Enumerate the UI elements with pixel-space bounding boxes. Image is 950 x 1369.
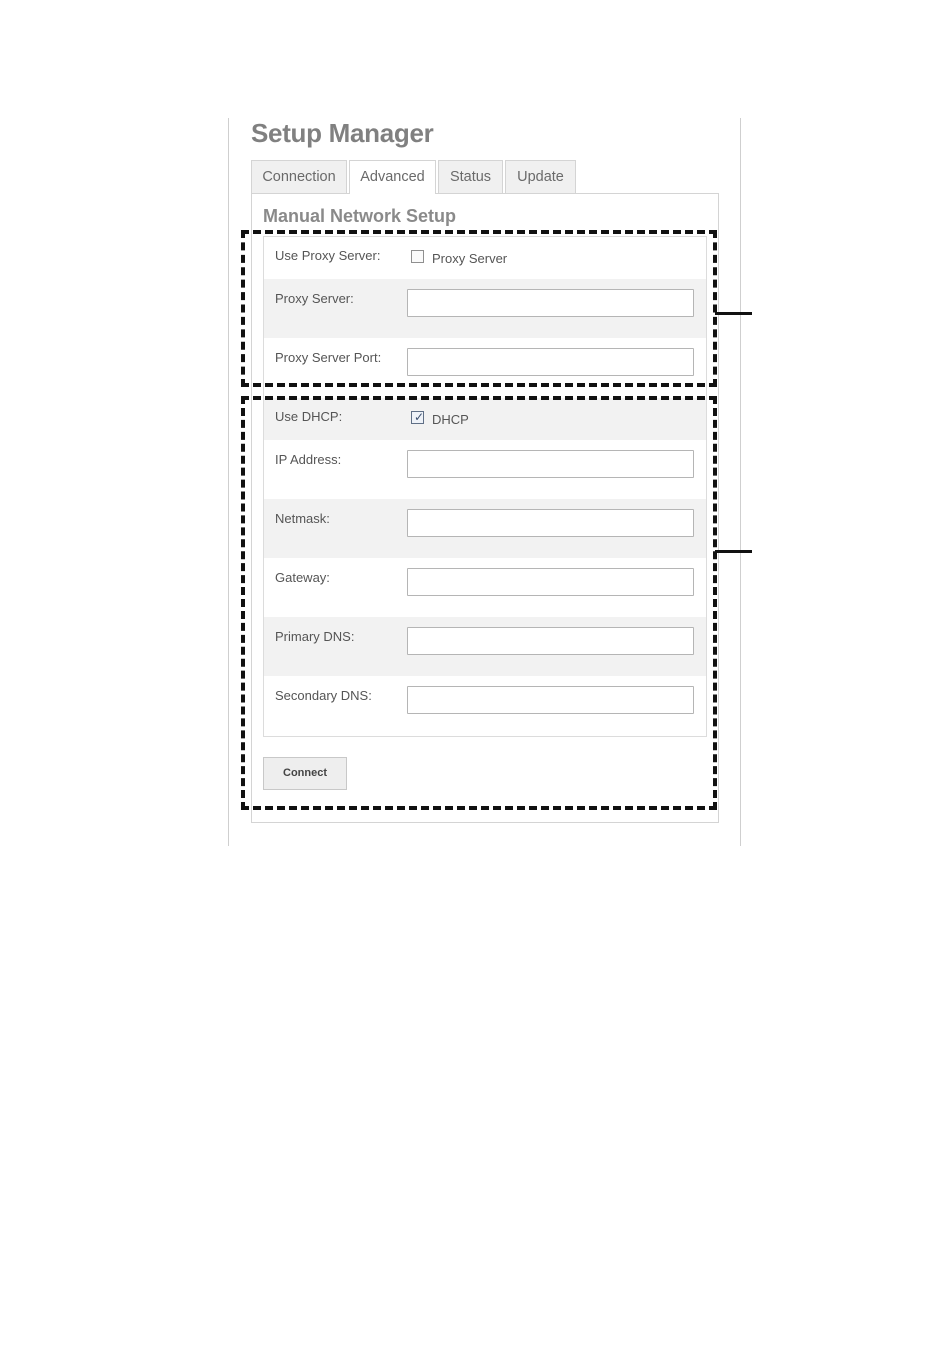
gateway-label: Gateway: — [275, 570, 330, 585]
dhcp-annotation-box — [241, 396, 717, 810]
use-dhcp-label: Use DHCP: — [275, 409, 343, 424]
secondary-dns-label: Secondary DNS: — [275, 688, 372, 703]
tab-update[interactable]: Update — [505, 160, 576, 193]
connect-button[interactable]: Connect — [263, 757, 347, 790]
tab-connection[interactable]: Connection — [251, 160, 347, 193]
page-title: Setup Manager — [251, 118, 434, 148]
tab-advanced[interactable]: Advanced — [349, 160, 436, 194]
proxy-server-label: Proxy Server: — [275, 291, 354, 306]
proxy-server-checkbox-label[interactable]: Proxy Server — [432, 251, 508, 266]
proxy-port-label: Proxy Server Port: — [275, 350, 382, 365]
proxy-annotation-box — [241, 230, 717, 387]
netmask-label: Netmask: — [275, 511, 330, 526]
page-left-border — [228, 118, 229, 846]
page-right-border — [740, 118, 741, 846]
section-title: Manual Network Setup — [263, 206, 457, 226]
primary-dns-label: Primary DNS: — [275, 629, 355, 644]
dhcp-callout-line — [715, 550, 752, 553]
ip-address-label: IP Address: — [275, 452, 342, 467]
use-proxy-label: Use Proxy Server: — [275, 248, 381, 263]
checkmark-icon: ✓ — [414, 410, 425, 424]
tab-status[interactable]: Status — [438, 160, 503, 193]
proxy-callout-line — [715, 312, 752, 315]
dhcp-checkbox-label[interactable]: DHCP — [432, 412, 469, 427]
